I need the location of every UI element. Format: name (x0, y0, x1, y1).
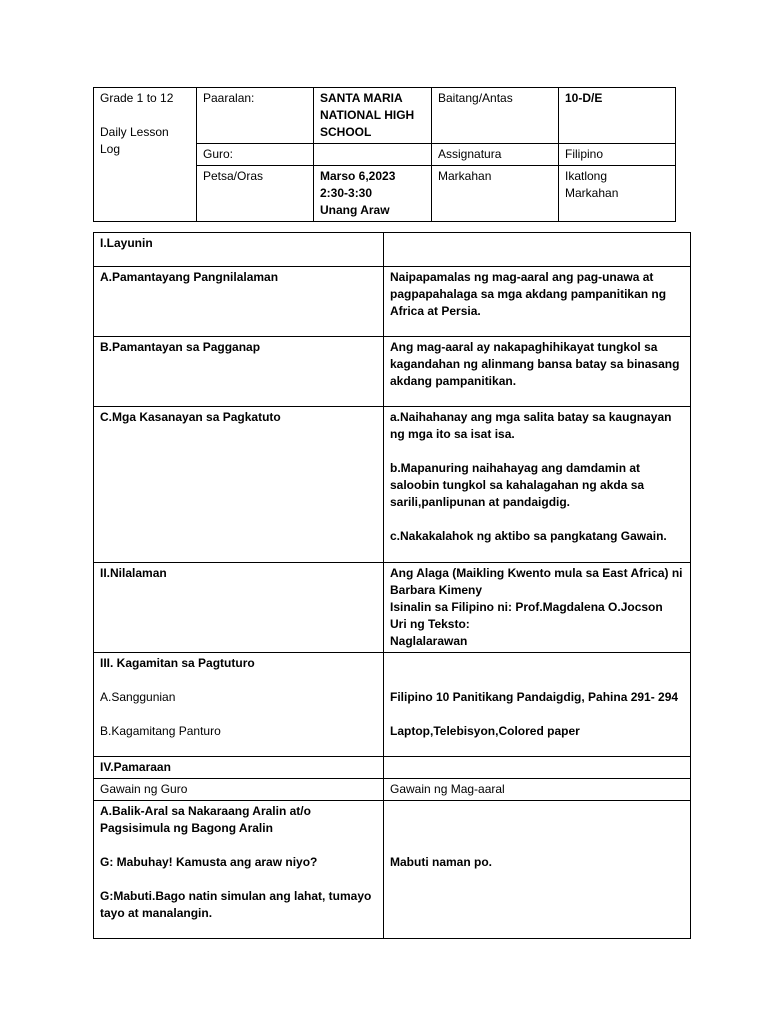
kasanayan-label: C.Mga Kasanayan sa Pagkatuto (94, 407, 384, 563)
nilalaman-label: II.Nilalaman (94, 563, 384, 653)
pamantayang-value: Naipapamalas ng mag-aaral ang pag-unawa at pagpapahalaga sa mga akdang pampanitikan ng Africa at Persia. (384, 267, 691, 337)
kasanayan-value: a.Naihahanay ang mga salita batay sa kaugnayan ng mga ito sa isat isa. b.Mapanuring naihahayag ang damdamin at saloobin tungkol sa kahalagahan ng akda sa sarili,panlipunan at pandaigdig. c.Nakakalahok ng aktibo sa pangkatang Gawain. (384, 407, 691, 563)
header-table (93, 87, 676, 222)
date-value: Marso 6,2023 2:30-3:30 Unang Araw (314, 166, 432, 222)
pamantayang-label: A.Pamantayang Pangnilalaman (94, 267, 384, 337)
magaaral-column-header: Gawain ng Mag-aaral (384, 779, 691, 801)
balik-aral-cell: A.Balik-Aral sa Nakaraang Aralin at/o Pagsisimula ng Bagong Aralin G: Mabuhay! Kamusta ang araw niyo? G:Mabuti.Bago natin simulan ang lahat, tumayo tayo at manalangin. (94, 801, 384, 939)
teacher-value (314, 144, 432, 166)
kagamitan-value: Filipino 10 Panitikang Pandaigdig, Pahina 291- 294 Laptop,Telebisyon,Colored paper (384, 653, 691, 757)
nilalaman-value: Ang Alaga (Maikling Kwento mula sa East Africa) ni Barbara Kimeny Isinalin sa Filipino ni: Prof.Magdalena O.Jocson Uri ng Teksto: Naglalarawan (384, 563, 691, 653)
guro-column-header: Gawain ng Guro (94, 779, 384, 801)
teacher-label: Guro: (197, 144, 314, 166)
layunin-value (384, 233, 691, 267)
lesson-table (93, 232, 691, 939)
school-value: SANTA MARIA NATIONAL HIGH SCHOOL (314, 88, 432, 144)
grade-text: Grade 1 to 12 (100, 91, 174, 105)
school-label: Paaralan: (197, 88, 314, 144)
pamaraan-heading: IV.Pamaraan (94, 757, 384, 779)
grade-cell (94, 88, 197, 222)
log-title-2: Log (100, 142, 121, 156)
quarter-value: Ikatlong Markahan (559, 166, 676, 222)
pagganap-value: Ang mag-aaral ay nakapaghihikayat tungkol sa kagandahan ng alinmang bansa batay sa binasang akdang pampanitikan. (384, 337, 691, 407)
pagganap-label: B.Pamantayan sa Pagganap (94, 337, 384, 407)
subject-label: Assignatura (432, 144, 559, 166)
grade-level-value: 10-D/E (559, 88, 676, 144)
pamaraan-value (384, 757, 691, 779)
quarter-label: Markahan (432, 166, 559, 222)
date-label: Petsa/Oras (197, 166, 314, 222)
kagamitan-label: III. Kagamitan sa Pagtuturo A.Sanggunian B.Kagamitang Panturo (94, 653, 384, 757)
layunin-heading: I.Layunin (94, 233, 384, 267)
balik-aral-response: Mabuti naman po. (384, 801, 691, 939)
subject-value: Filipino (559, 144, 676, 166)
grade-level-label: Baitang/Antas (432, 88, 559, 144)
log-title-1: Daily Lesson (100, 125, 169, 139)
